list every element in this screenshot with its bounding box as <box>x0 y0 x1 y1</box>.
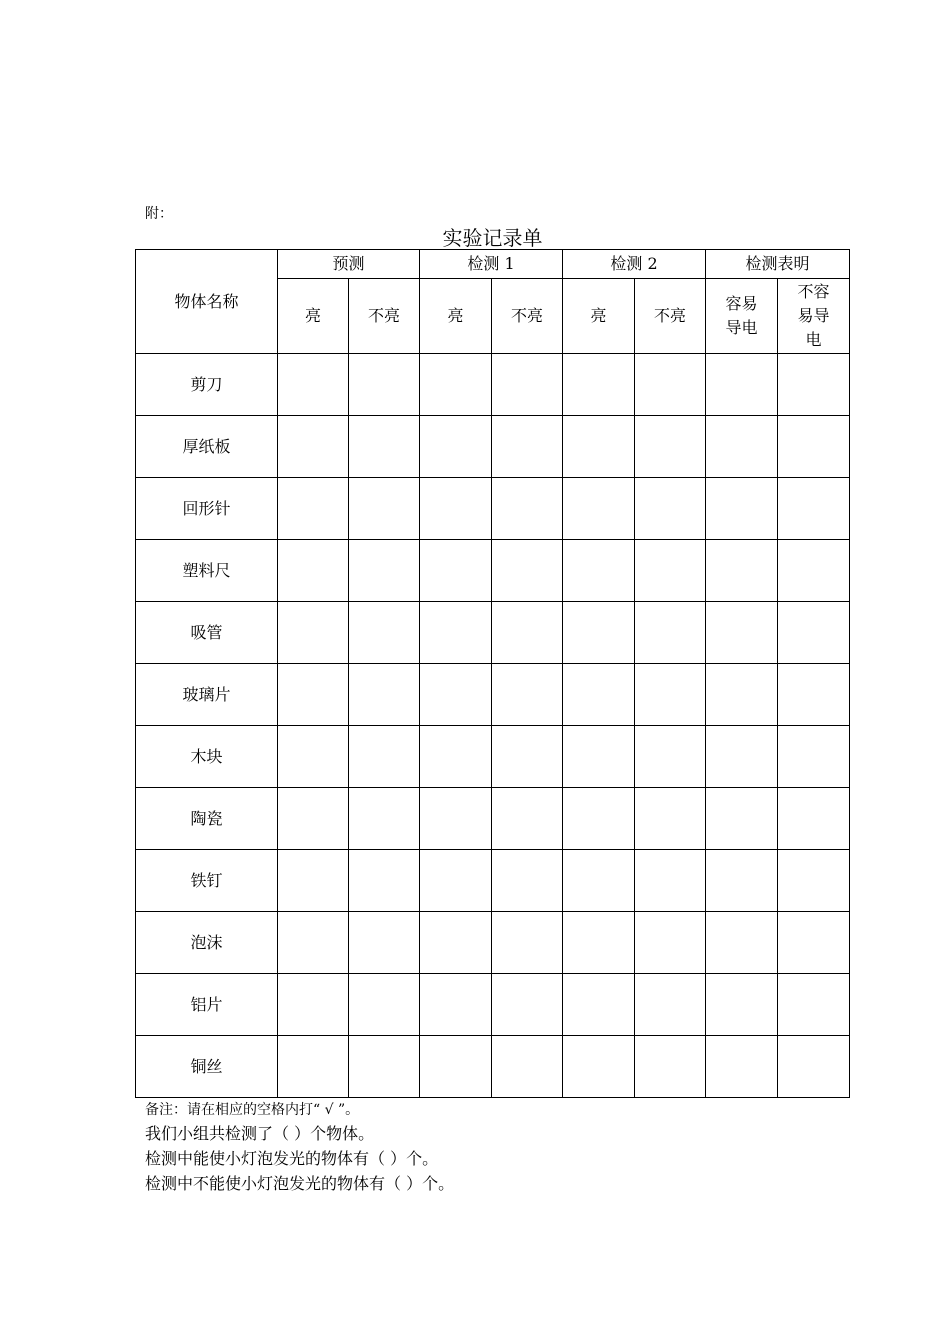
subheader-test2-unlit: 不亮 <box>635 279 706 354</box>
subheader-test2-lit: 亮 <box>563 279 635 354</box>
checkbox-cell[interactable] <box>563 726 635 788</box>
checkbox-cell[interactable] <box>278 974 349 1036</box>
object-name-cell: 铝片 <box>136 974 278 1036</box>
checkbox-cell[interactable] <box>635 850 706 912</box>
checkbox-cell[interactable] <box>420 726 492 788</box>
checkbox-cell[interactable] <box>706 850 778 912</box>
checkbox-cell[interactable] <box>420 602 492 664</box>
checkbox-cell[interactable] <box>349 788 420 850</box>
checkbox-cell[interactable] <box>635 664 706 726</box>
checkbox-cell[interactable] <box>420 974 492 1036</box>
checkbox-cell[interactable] <box>635 974 706 1036</box>
checkbox-cell[interactable] <box>563 540 635 602</box>
table-row <box>136 664 850 726</box>
checkbox-cell[interactable] <box>635 416 706 478</box>
checkbox-cell[interactable] <box>706 1036 778 1098</box>
checkbox-cell[interactable] <box>349 726 420 788</box>
checkbox-cell[interactable] <box>492 664 563 726</box>
table-row <box>136 974 850 1036</box>
checkbox-cell[interactable] <box>563 478 635 540</box>
checkbox-cell[interactable] <box>349 478 420 540</box>
checkbox-cell[interactable] <box>778 664 850 726</box>
table-row <box>136 1036 850 1098</box>
object-name-cell: 泡沫 <box>136 912 278 974</box>
object-name-cell: 铁钉 <box>136 850 278 912</box>
checkbox-cell[interactable] <box>635 354 706 416</box>
checkbox-cell[interactable] <box>635 912 706 974</box>
object-name-header: 物体名称 <box>136 250 278 354</box>
checkbox-cell[interactable] <box>778 478 850 540</box>
checkbox-cell[interactable] <box>278 850 349 912</box>
checkbox-cell[interactable] <box>420 354 492 416</box>
object-name-cell: 陶瓷 <box>136 788 278 850</box>
checkbox-cell[interactable] <box>778 602 850 664</box>
checkbox-cell[interactable] <box>278 416 349 478</box>
checkbox-cell[interactable] <box>349 354 420 416</box>
object-name-cell: 铜丝 <box>136 1036 278 1098</box>
checkbox-cell[interactable] <box>778 354 850 416</box>
checkbox-cell[interactable] <box>278 1036 349 1098</box>
checkbox-cell[interactable] <box>563 788 635 850</box>
table-row <box>136 416 850 478</box>
checkbox-cell[interactable] <box>563 602 635 664</box>
checkbox-cell[interactable] <box>563 354 635 416</box>
summary-line-total: 我们小组共检测了（ ）个物体。 <box>145 1124 375 1143</box>
checkbox-cell[interactable] <box>706 540 778 602</box>
checkbox-cell[interactable] <box>420 540 492 602</box>
notes-section <box>145 1099 454 1196</box>
checkbox-cell[interactable] <box>635 540 706 602</box>
table-row <box>136 912 850 974</box>
checkbox-cell[interactable] <box>635 478 706 540</box>
subheader-prediction-unlit: 不亮 <box>349 279 420 354</box>
checkbox-cell[interactable] <box>420 664 492 726</box>
checkbox-cell[interactable] <box>349 664 420 726</box>
group-header-prediction: 预测 <box>278 250 420 279</box>
checkbox-cell[interactable] <box>778 850 850 912</box>
checkbox-cell[interactable] <box>278 354 349 416</box>
checkbox-cell[interactable] <box>278 664 349 726</box>
checkbox-cell[interactable] <box>706 602 778 664</box>
object-name-cell: 玻璃片 <box>136 664 278 726</box>
checkbox-cell[interactable] <box>349 850 420 912</box>
checkbox-cell[interactable] <box>420 1036 492 1098</box>
object-name-cell: 剪刀 <box>136 354 278 416</box>
object-name-cell: 回形针 <box>136 478 278 540</box>
checkbox-cell[interactable] <box>492 726 563 788</box>
subheader-nonconductive-label: 不容易导电 <box>797 282 830 349</box>
object-name-cell: 木块 <box>136 726 278 788</box>
checkbox-cell[interactable] <box>706 664 778 726</box>
checkbox-cell[interactable] <box>278 788 349 850</box>
checkbox-cell[interactable] <box>349 602 420 664</box>
table-row <box>136 602 850 664</box>
checkbox-cell[interactable] <box>492 416 563 478</box>
remark-note: 备注：请在相应的空格内打“ √ ”。 <box>145 1102 360 1118</box>
object-name-cell: 塑料尺 <box>136 540 278 602</box>
checkbox-cell[interactable] <box>778 416 850 478</box>
group-header-test-1: 检测 1 <box>420 250 563 279</box>
summary-line-lit: 检测中能使小灯泡发光的物体有（ ）个。 <box>145 1149 439 1168</box>
attachment-prefix: 附： <box>145 206 173 222</box>
checkbox-cell[interactable] <box>778 912 850 974</box>
checkbox-cell[interactable] <box>492 478 563 540</box>
checkbox-cell[interactable] <box>349 974 420 1036</box>
table-row <box>136 788 850 850</box>
object-name-cell: 厚纸板 <box>136 416 278 478</box>
table-row <box>136 540 850 602</box>
checkbox-cell[interactable] <box>563 974 635 1036</box>
checkbox-cell[interactable] <box>349 1036 420 1098</box>
table-row <box>136 726 850 788</box>
document-title: 实验记录单 <box>442 226 543 250</box>
checkbox-cell[interactable] <box>706 726 778 788</box>
checkbox-cell[interactable] <box>778 1036 850 1098</box>
checkbox-cell[interactable] <box>635 726 706 788</box>
checkbox-cell[interactable] <box>563 912 635 974</box>
checkbox-cell[interactable] <box>706 974 778 1036</box>
checkbox-cell[interactable] <box>278 912 349 974</box>
checkbox-cell[interactable] <box>778 540 850 602</box>
table-row <box>136 478 850 540</box>
checkbox-cell[interactable] <box>563 1036 635 1098</box>
checkbox-cell[interactable] <box>420 788 492 850</box>
checkbox-cell[interactable] <box>278 478 349 540</box>
checkbox-cell[interactable] <box>778 974 850 1036</box>
checkbox-cell[interactable] <box>492 850 563 912</box>
checkbox-cell[interactable] <box>349 540 420 602</box>
checkbox-cell[interactable] <box>563 664 635 726</box>
checkbox-cell[interactable] <box>278 602 349 664</box>
checkbox-cell[interactable] <box>349 912 420 974</box>
checkbox-cell[interactable] <box>492 912 563 974</box>
checkbox-cell[interactable] <box>706 478 778 540</box>
group-header-conclusion: 检测表明 <box>706 250 850 279</box>
checkbox-cell[interactable] <box>492 602 563 664</box>
checkbox-cell[interactable] <box>706 912 778 974</box>
checkbox-cell[interactable] <box>778 726 850 788</box>
checkbox-cell[interactable] <box>492 788 563 850</box>
checkbox-cell[interactable] <box>492 540 563 602</box>
checkbox-cell[interactable] <box>420 478 492 540</box>
header-row-groups <box>136 250 850 279</box>
subheader-prediction-lit: 亮 <box>278 279 349 354</box>
checkbox-cell[interactable] <box>706 788 778 850</box>
table-row <box>136 354 850 416</box>
subheader-test1-lit: 亮 <box>420 279 492 354</box>
checkbox-cell[interactable] <box>420 850 492 912</box>
checkbox-cell[interactable] <box>492 354 563 416</box>
table-row <box>136 850 850 912</box>
checkbox-cell[interactable] <box>778 788 850 850</box>
checkbox-cell[interactable] <box>706 416 778 478</box>
experiment-record-table <box>135 249 850 1098</box>
checkbox-cell[interactable] <box>492 974 563 1036</box>
subheader-conductive-label: 容易导电 <box>725 294 758 337</box>
checkbox-cell[interactable] <box>563 850 635 912</box>
checkbox-cell[interactable] <box>349 416 420 478</box>
checkbox-cell[interactable] <box>563 416 635 478</box>
checkbox-cell[interactable] <box>635 1036 706 1098</box>
subheader-nonconductive <box>778 279 850 354</box>
checkbox-cell[interactable] <box>420 416 492 478</box>
checkbox-cell[interactable] <box>420 912 492 974</box>
subheader-test1-unlit: 不亮 <box>492 279 563 354</box>
checkbox-cell[interactable] <box>278 540 349 602</box>
checkbox-cell[interactable] <box>492 1036 563 1098</box>
object-name-cell: 吸管 <box>136 602 278 664</box>
subheader-conductive <box>706 279 778 354</box>
group-header-test-2: 检测 2 <box>563 250 706 279</box>
checkbox-cell[interactable] <box>706 354 778 416</box>
checkbox-cell[interactable] <box>635 788 706 850</box>
summary-line-unlit: 检测中不能使小灯泡发光的物体有（ ）个。 <box>145 1174 455 1193</box>
checkbox-cell[interactable] <box>278 726 349 788</box>
checkbox-cell[interactable] <box>635 602 706 664</box>
